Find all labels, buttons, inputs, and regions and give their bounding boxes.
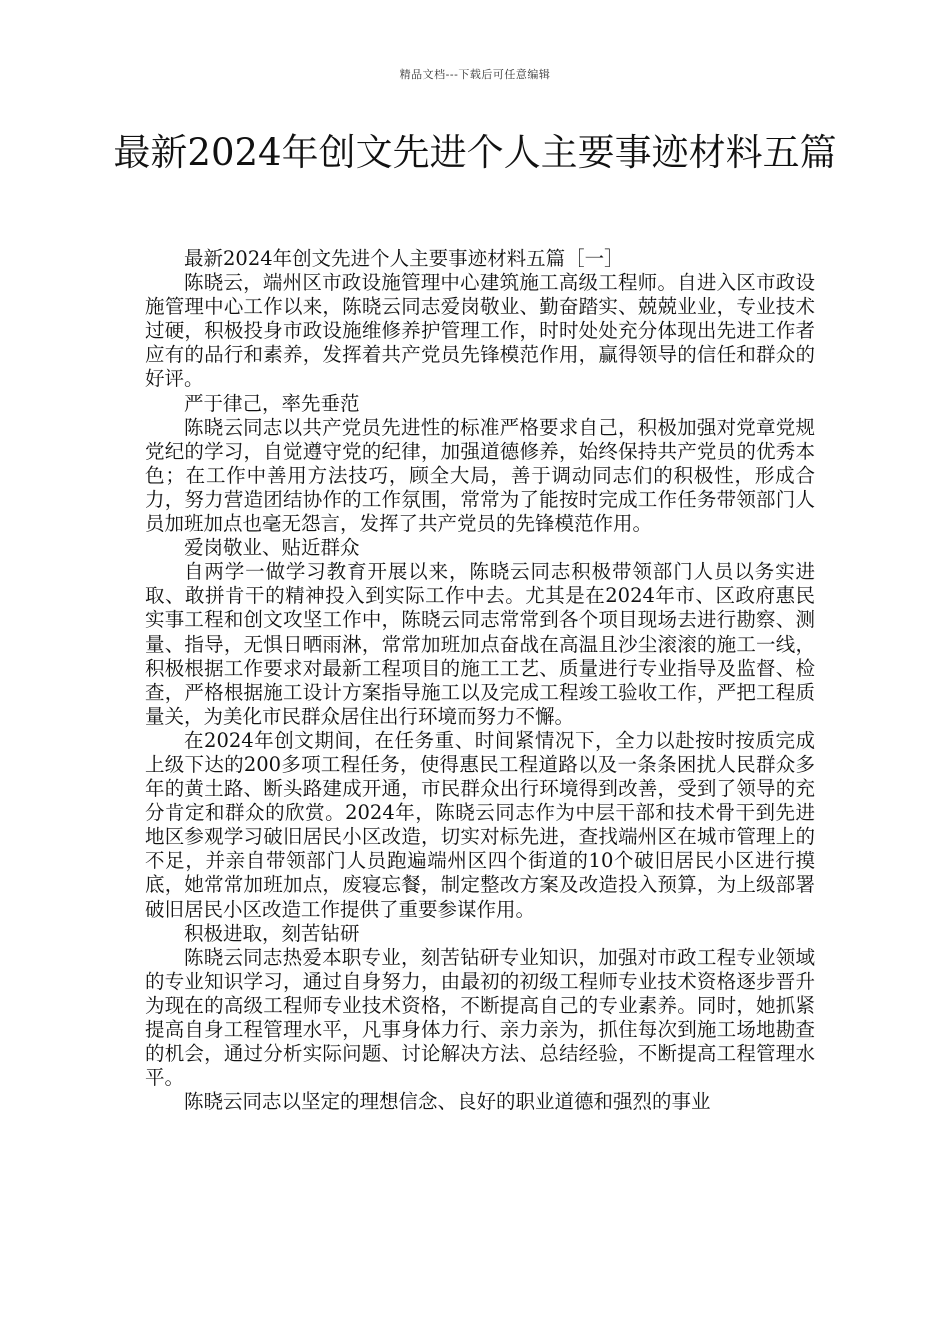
paragraph: 陈晓云，端州区市政设施管理中心建筑施工高级工程师。自进入区市政设施管理中心工作以来，陈晓云同志爱岗敬业、勤奋踏实、兢兢业业，专业技术过硬，积极投身市政设施维修养护管理工作，时时处处充分体现出先进工作者应有的品行和素养，发挥着共产党员先锋模范作用，赢得领导的信任和群众的好评。 bbox=[145, 271, 815, 391]
page-header: 精品文档---下载后可任意编辑 bbox=[399, 68, 551, 81]
paragraph: 自两学一做学习教育开展以来，陈晓云同志积极带领部门人员以务实进取、敢拼肯干的精神投入到实际工作中去。尤其是在2024年市、区政府惠民实事工程和创文攻坚工作中，陈晓云同志常常到各个项目现场去进行勘察、测量、指导，无惧日晒雨淋，常常加班加点奋战在高温且沙尘滚滚的施工一线，积极根据工作要求对最新工程项目的施工工艺、质量进行专业指导及监督、检查，严格根据施工设计方案指导施工以及完成工程竣工验收工作，严把工程质量关，为美化市民群众居住出行环境而努力不懈。 bbox=[145, 560, 815, 728]
subheading: 爱岗敬业、贴近群众 bbox=[184, 536, 360, 560]
paragraph: 陈晓云同志热爱本职专业，刻苦钻研专业知识，加强对市政工程专业领域的专业知识学习，通过自身努力，由最初的初级工程师专业技术资格逐步晋升为现在的高级工程师专业技术资格，不断提高自己的专业素养。同时，她抓紧提高自身工程管理水平，凡事身体力行、亲力亲为，抓住每次到施工场地勘查的机会，通过分析实际问题、讨论解决方法、总结经验，不断提高工程管理水平。 bbox=[145, 945, 815, 1090]
document-body bbox=[145, 247, 815, 1114]
paragraph: 陈晓云同志以共产党员先进性的标准严格要求自己，积极加强对党章党规党纪的学习，自觉遵守党的纪律，加强道德修养，始终保持共产党员的优秀本色；在工作中善用方法技巧，顾全大局，善于调动同志们的积极性，形成合力，努力营造团结协作的工作氛围，常常为了能按时完成工作任务带领部门人员加班加点也毫无怨言，发挥了共产党员的先锋模范作用。 bbox=[145, 415, 815, 536]
paragraph: 陈晓云同志以坚定的理想信念、良好的职业道德和强烈的事业 bbox=[184, 1090, 711, 1114]
document-title: 最新2024年创文先进个人主要事迹材料五篇 bbox=[113, 131, 837, 174]
paragraph: 在2024年创文期间，在任务重、时间紧情况下，全力以赴按时按质完成上级下达的200多项工程任务，使得惠民工程道路以及一条条困扰人民群众多年的黄土路、断头路建成开通，市民群众出行环境得到改善，受到了领导的充分肯定和群众的欣赏。2024年，陈晓云同志作为中层干部和技术骨干到先进地区参观学习破旧居民小区改造，切实对标先进，查找端州区在城市管理上的不足，并亲自带领部门人员跑遍端州区四个街道的10个破旧居民小区进行摸底，她常常加班加点，废寝忘餐，制定整改方案及改造投入预算，为上级部署破旧居民小区改造工作提供了重要参谋作用。 bbox=[145, 728, 815, 921]
subheading: 积极进取，刻苦钻研 bbox=[184, 921, 360, 945]
subheading: 严于律己，率先垂范 bbox=[184, 391, 360, 415]
section-heading: 最新2024年创文先进个人主要事迹材料五篇［一］ bbox=[184, 247, 624, 270]
